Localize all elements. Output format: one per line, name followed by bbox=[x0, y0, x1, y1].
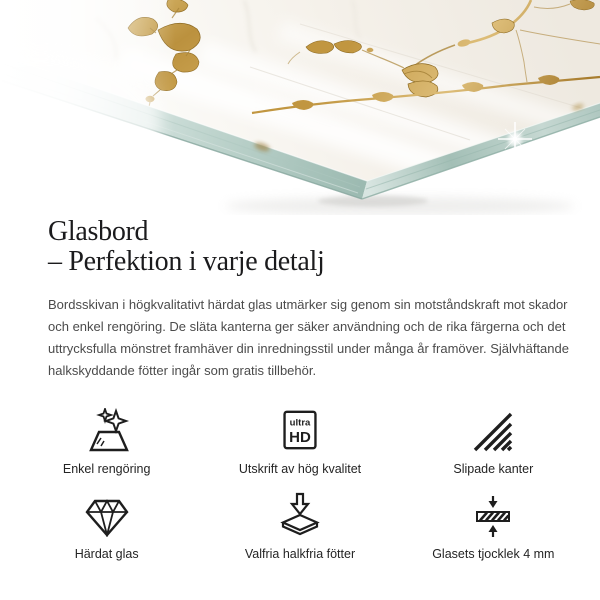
feature-grid bbox=[0, 408, 600, 562]
beveled-edge-hatch-icon bbox=[471, 408, 515, 452]
feature-label: Slipade kanter bbox=[453, 462, 534, 476]
anti-slip-pad-arrow-icon bbox=[277, 493, 323, 537]
product-description-section bbox=[0, 217, 600, 382]
sparkle-clean-surface-icon bbox=[83, 408, 131, 452]
hero-image bbox=[0, 0, 600, 215]
description-line: halkskyddande fötter ingår som gratis tillbehör. bbox=[48, 363, 317, 378]
title-line-2: – Perfektion i varje detalj bbox=[48, 246, 325, 277]
description-line: Bordsskivan i högkvalitativt härdat glas utmärker sig genom sin motståndskraft mot skador bbox=[48, 297, 568, 312]
feature-label: Enkel rengöring bbox=[62, 462, 151, 476]
feature-label: Utskrift av hög kvalitet bbox=[238, 462, 362, 476]
ultra-hd-badge-icon bbox=[280, 408, 320, 452]
feature-tempered-glass bbox=[10, 493, 203, 562]
description-line: och enkel rengöring. De släta kanterna ger säker användning och de rika färgerna och det bbox=[48, 319, 566, 334]
feature-label: Valfria halkfria fötter bbox=[244, 547, 356, 561]
page-title bbox=[48, 217, 552, 277]
product-description bbox=[48, 294, 569, 382]
thickness-gauge-icon bbox=[470, 493, 516, 537]
feature-label: Glasets tjocklek 4 mm bbox=[432, 547, 555, 561]
description-line: uttrycksfulla mönstret framhäver din inredningsstil under många år framöver. Självhäftande bbox=[48, 341, 569, 356]
feature-polished-edges bbox=[397, 408, 590, 477]
title-line-1: Glasbord bbox=[48, 216, 149, 247]
feature-easy-cleaning bbox=[10, 408, 203, 477]
feature-glass-thickness bbox=[397, 493, 590, 562]
glass-tabletop-photo bbox=[0, 0, 600, 215]
feature-label: Härdat glas bbox=[74, 547, 139, 561]
diamond-icon bbox=[83, 493, 131, 537]
panel-shadow bbox=[225, 196, 575, 216]
svg-text:ultra: ultra bbox=[289, 417, 311, 429]
svg-text:HD: HD bbox=[289, 428, 311, 446]
feature-print-quality bbox=[203, 408, 396, 477]
feature-anti-slip-feet bbox=[203, 493, 396, 562]
